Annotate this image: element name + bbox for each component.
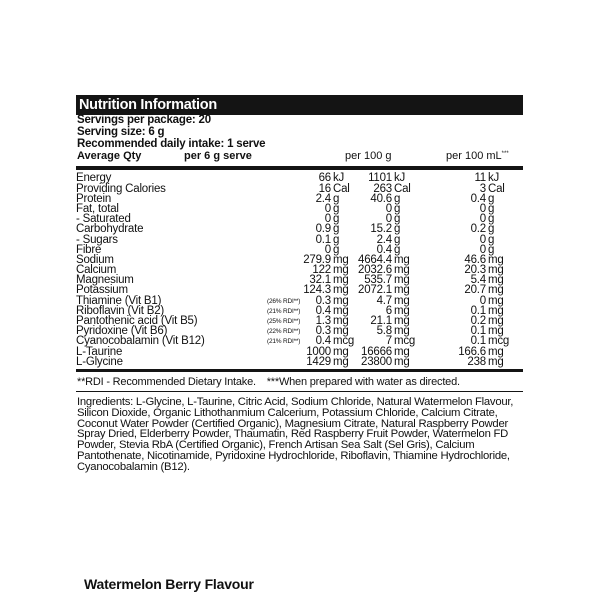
- per-100ml-unit: g: [488, 233, 495, 246]
- per-100g-unit: Cal: [394, 182, 411, 195]
- nutrient-row: [76, 357, 523, 367]
- nutrient-name: Potassium: [76, 284, 128, 297]
- per-serve-unit: kJ: [333, 172, 345, 185]
- per-100g-value: 40.6: [370, 192, 392, 205]
- ingredients-text: Ingredients: L-Glycine, L-Taurine, Citric Acid, Sodium Chloride, Natural Watermelon Flavour, Silicon Dioxide, Organic Lithothanmium Calcerium, Potassium Chloride, Calcium Citrate, Coconut Water Powder (Certified Organic), Magnesium Citrate, Natural Raspberry Powder Spray Dried, Elderberry Powder, Thaumatin, Red Raspberry Fruit Powder, Watermelon FD Powder, Stevia RbA (Certified Organic), French Artisan Sea Salt (Sel Gris), Calcium Pantothenate, Nicotinamide, Pyridoxine Hydrochloride, Riboflavin, Thiamine Hydrochloride, Cyanocobalamin (B12).: [77, 395, 514, 473]
- per-serve-unit: mg: [333, 264, 349, 277]
- nutrient-row: [76, 245, 523, 255]
- per-100ml-unit: mg: [488, 345, 504, 358]
- per-serve-value: 124.3: [303, 284, 331, 297]
- per-100g-unit: g: [394, 192, 401, 205]
- per-100g-unit: mg: [394, 274, 410, 287]
- per-serve-unit: mg: [333, 274, 349, 287]
- per-100ml-value: 46.6: [464, 253, 486, 266]
- per-serve-unit: g: [333, 202, 340, 215]
- per-100ml-unit: mg: [488, 355, 504, 368]
- per-100ml-value: 166.6: [458, 345, 486, 358]
- header-rule: [76, 166, 523, 170]
- nutrient-name: Pyridoxine (Vit B6): [76, 325, 168, 338]
- per-100g-value: 5.8: [376, 325, 392, 338]
- nutrient-name: Riboflavin (Vit B2): [76, 304, 165, 317]
- per-100g-unit: g: [394, 202, 401, 215]
- per-serve-unit: g: [333, 213, 340, 226]
- per-100ml-unit: mg: [488, 304, 504, 317]
- per-100g-value: 1101: [368, 172, 392, 185]
- per-serve-value: 1.3: [315, 315, 331, 328]
- col-per-100ml-mark: ***: [501, 151, 509, 158]
- nutrient-table: [76, 173, 523, 367]
- per-serve-value: 122: [312, 264, 331, 277]
- ingredients-rule: [76, 391, 523, 392]
- per-100ml-value: 0.4: [470, 192, 486, 205]
- per-serve-unit: mg: [333, 253, 349, 266]
- per-serve-unit: Cal: [333, 182, 350, 195]
- per-100ml-unit: g: [488, 243, 495, 256]
- panel-title: Nutrition Information: [76, 95, 523, 115]
- per-100g-value: 0: [385, 213, 392, 226]
- per-100ml-unit: mg: [488, 294, 504, 307]
- per-100g-value: 15.2: [370, 223, 392, 236]
- per-100g-value: 16666: [361, 345, 392, 358]
- per-100ml-value: 0.1: [470, 335, 486, 348]
- per-100g-unit: mg: [394, 325, 410, 338]
- per-100g-unit: mg: [394, 304, 410, 317]
- per-serve-value: 0: [324, 243, 331, 256]
- per-100g-unit: g: [394, 243, 401, 256]
- nutrient-row: [76, 347, 523, 357]
- col-per-100ml-label: per 100 mL: [446, 150, 502, 163]
- nutrient-row: [76, 336, 523, 346]
- per-100g-unit: mg: [394, 284, 410, 297]
- nutrient-name: Protein: [76, 192, 112, 205]
- per-serve-unit: mcg: [333, 335, 355, 348]
- per-100ml-value: 0: [479, 213, 486, 226]
- per-100g-value: 535.7: [364, 274, 392, 287]
- flavour-label: Watermelon Berry Flavour: [84, 576, 254, 592]
- per-serve-unit: g: [333, 192, 340, 205]
- serving-size: Serving size: 6 g: [77, 125, 165, 138]
- nutrient-name: Calcium: [76, 264, 117, 277]
- per-serve-value: 0.1: [315, 233, 331, 246]
- per-serve-value: 0.3: [315, 325, 331, 338]
- per-100ml-unit: mg: [488, 284, 504, 297]
- rdi-percent: (26% RDI**): [267, 297, 301, 305]
- nutrient-row: [76, 204, 523, 214]
- nutrient-name: Carbohydrate: [76, 223, 144, 236]
- per-serve-unit: mg: [333, 355, 349, 368]
- per-100ml-unit: kJ: [488, 172, 500, 185]
- per-100g-value: 4.7: [376, 294, 392, 307]
- per-100g-unit: mg: [394, 355, 410, 368]
- nutrient-name: Sodium: [76, 253, 114, 266]
- per-serve-value: 0.4: [315, 304, 331, 317]
- recommended-intake: Recommended daily intake: 1 serve: [77, 137, 266, 150]
- rdi-percent: (25% RDI**): [267, 318, 301, 326]
- per-100g-value: 263: [373, 182, 392, 195]
- per-100g-value: 23800: [361, 355, 392, 368]
- per-serve-value: 1429: [306, 355, 331, 368]
- per-100ml-unit: Cal: [488, 182, 505, 195]
- per-100g-value: 2.4: [376, 233, 392, 246]
- nutrient-name: Cyanocobalamin (Vit B12): [76, 335, 205, 348]
- nutrient-name: Thiamine (Vit B1): [76, 294, 162, 307]
- per-100g-value: 2072.1: [358, 284, 392, 297]
- per-serve-unit: mg: [333, 294, 349, 307]
- per-100ml-unit: g: [488, 213, 495, 226]
- rdi-percent: (21% RDI**): [267, 307, 301, 315]
- per-serve-value: 66: [318, 172, 331, 185]
- nutrient-name: Magnesium: [76, 274, 134, 287]
- per-serve-unit: g: [333, 223, 340, 236]
- per-serve-value: 16: [318, 182, 331, 195]
- footnote-water: ***When prepared with water as directed.: [266, 375, 460, 388]
- per-serve-unit: mg: [333, 325, 349, 338]
- rdi-percent: (22% RDI**): [267, 328, 301, 336]
- col-per-100ml: [446, 150, 509, 164]
- nutrient-row: [76, 224, 523, 234]
- per-100g-unit: mg: [394, 315, 410, 328]
- per-100ml-unit: mg: [488, 315, 504, 328]
- nutrient-name: Pantothenic acid (Vit B5): [76, 315, 198, 328]
- nutrient-name: Energy: [76, 172, 112, 185]
- per-100ml-value: 238: [467, 355, 486, 368]
- per-100g-unit: mcg: [394, 335, 416, 348]
- per-100ml-value: 20.7: [464, 284, 486, 297]
- per-100ml-value: 3: [479, 182, 486, 195]
- nutrition-panel: [76, 95, 523, 473]
- per-serve-unit: mg: [333, 304, 349, 317]
- per-100ml-value: 0.1: [470, 304, 486, 317]
- nutrient-name: Fibre: [76, 243, 102, 256]
- per-100ml-value: 0.1: [470, 325, 486, 338]
- per-100g-value: 2032.6: [358, 264, 392, 277]
- per-serve-unit: g: [333, 243, 340, 256]
- per-100ml-unit: mg: [488, 274, 504, 287]
- per-100ml-value: 0: [479, 202, 486, 215]
- per-100ml-value: 5.4: [470, 274, 486, 287]
- rdi-percent: (21% RDI**): [267, 338, 301, 346]
- nutrient-row: [76, 265, 523, 275]
- per-100ml-unit: g: [488, 202, 495, 215]
- per-100g-value: 0.4: [376, 243, 392, 256]
- per-serve-unit: mg: [333, 315, 349, 328]
- per-100ml-unit: g: [488, 223, 495, 236]
- per-serve-value: 0.4: [315, 335, 331, 348]
- col-per-serve: per 6 g serve: [184, 150, 252, 163]
- nutrient-row: [76, 194, 523, 204]
- per-100ml-value: 20.3: [464, 264, 486, 277]
- footnote-rdi: **RDI - Recommended Dietary Intake.: [77, 375, 256, 388]
- footnotes: [76, 376, 523, 388]
- per-100g-unit: g: [394, 213, 401, 226]
- nutrient-name: Providing Calories: [76, 182, 166, 195]
- per-100g-unit: g: [394, 233, 401, 246]
- per-100g-unit: g: [394, 223, 401, 236]
- nutrient-name: L-Glycine: [76, 355, 123, 368]
- per-serve-unit: g: [333, 233, 340, 246]
- per-100g-unit: mg: [394, 264, 410, 277]
- table-bottom-rule: [76, 369, 523, 372]
- nutrient-name: L-Taurine: [76, 345, 123, 358]
- nutrient-row: [76, 255, 523, 265]
- per-serve-value: 2.4: [315, 192, 331, 205]
- per-100ml-value: 0: [479, 294, 486, 307]
- per-100g-value: 7: [385, 335, 392, 348]
- per-100ml-unit: mg: [488, 325, 504, 338]
- per-serve-value: 0: [324, 213, 331, 226]
- nutrient-name: - Saturated: [76, 213, 131, 226]
- column-headers: [76, 150, 523, 164]
- per-100g-value: 21.1: [370, 315, 392, 328]
- per-100ml-value: 0: [479, 233, 486, 246]
- per-serve-value: 0.3: [315, 294, 331, 307]
- per-100ml-value: 11: [474, 172, 486, 185]
- per-serve-value: 0: [324, 202, 331, 215]
- per-100g-value: 4664.4: [358, 253, 392, 266]
- nutrient-row: [76, 184, 523, 194]
- servings-per-package: Servings per package: 20: [77, 114, 211, 126]
- per-100ml-value: 0.2: [470, 315, 486, 328]
- col-average-qty: Average Qty: [77, 150, 142, 163]
- per-100g-value: 6: [385, 304, 392, 317]
- per-100g-unit: mg: [394, 345, 410, 358]
- per-100g-unit: mg: [394, 294, 410, 307]
- per-serve-unit: mg: [333, 345, 349, 358]
- per-100ml-unit: g: [488, 192, 495, 205]
- per-100ml-unit: mg: [488, 253, 504, 266]
- per-100ml-unit: mg: [488, 264, 504, 277]
- per-serve-value: 32.1: [309, 274, 331, 287]
- nutrient-name: - Sugars: [76, 233, 118, 246]
- per-100ml-unit: mcg: [488, 335, 510, 348]
- per-100g-unit: mg: [394, 253, 410, 266]
- nutrient-row: [76, 214, 523, 224]
- per-100g-unit: kJ: [394, 172, 406, 185]
- per-serve-value: 279.9: [303, 253, 331, 266]
- per-100ml-value: 0: [479, 243, 486, 256]
- per-serve-value: 0.9: [315, 223, 331, 236]
- nutrient-row: [76, 235, 523, 245]
- col-per-100g: per 100 g: [345, 150, 392, 163]
- per-serve-unit: mg: [333, 284, 349, 297]
- per-100ml-value: 0.2: [470, 223, 486, 236]
- per-100g-value: 0: [385, 202, 392, 215]
- per-serve-value: 1000: [306, 345, 331, 358]
- nutrient-row: [76, 275, 523, 285]
- nutrient-name: Fat, total: [76, 202, 119, 215]
